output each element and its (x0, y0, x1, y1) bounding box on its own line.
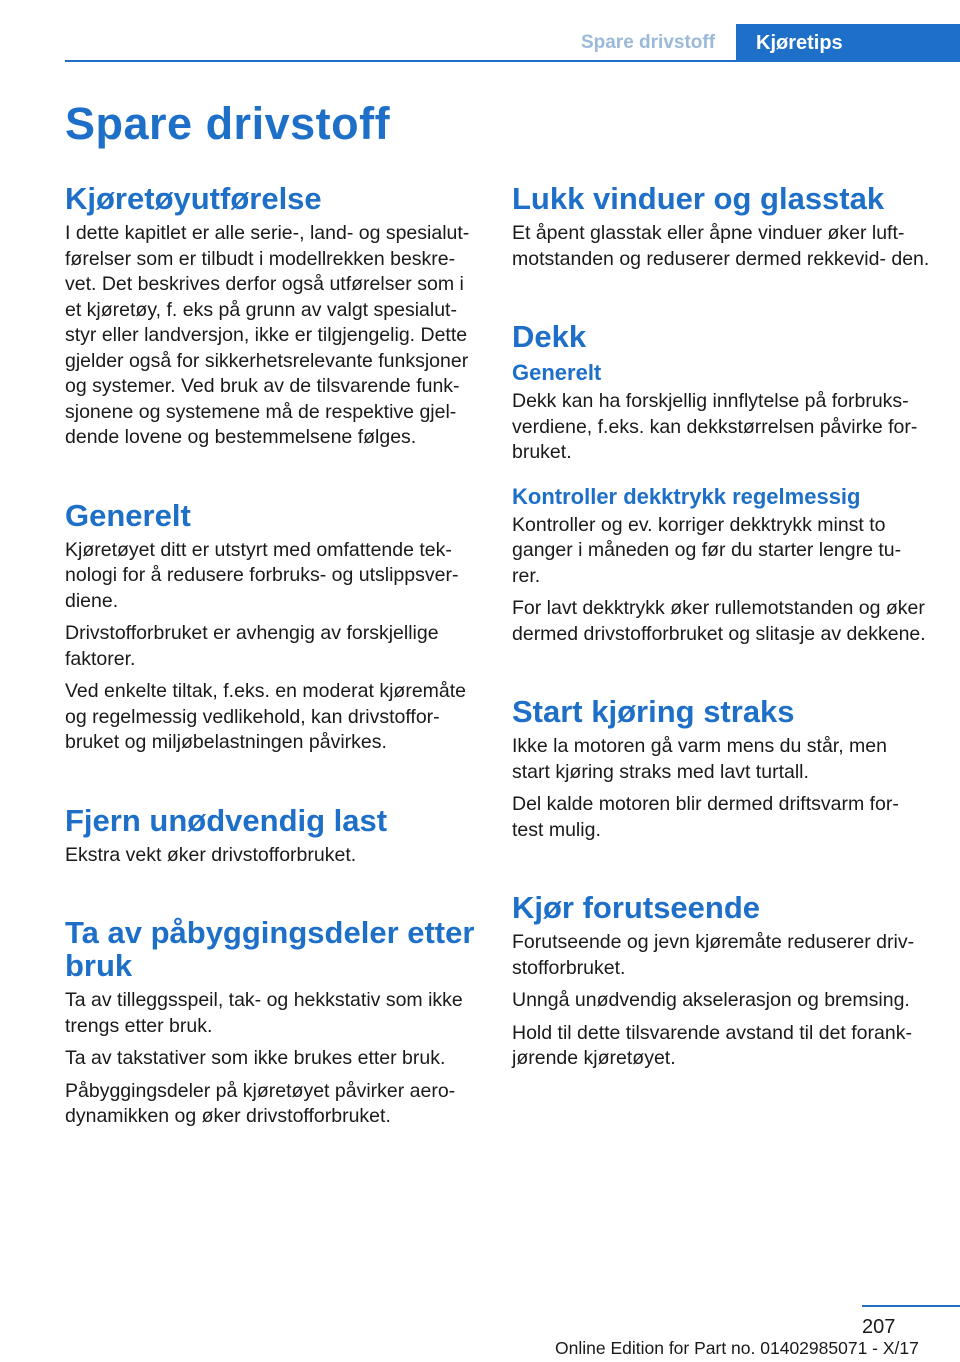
paragraph: I dette kapitlet er alle serie-, land- og spesialut- førelser som er tilbudt i modellrekken beskre- vet. Det beskrives derfor også utførelser som i et kjøretøy, f. eks på grunn av valgt spesialut- styr eller landversjon, ikke er tilgjengelig. Dette gjelder også for sikkerhetsrelevante funksjoner og systemer. Ved bruk av de tilsvarende funk- sjonene og systemene må de respektive gjel- dende lovene og bestemmelsene følges. (65, 222, 470, 448)
heading-kjor-forutseende: Kjør forutseende (512, 890, 761, 925)
paragraph: Dekk kan ha forskjellig innflytelse på forbruks- verdiene, f.eks. kan dekkstørrelsen påvirke for- bruket. (512, 390, 918, 463)
page-header (0, 24, 960, 62)
paragraph: For lavt dekktrykk øker rullemotstanden og øker dermed drivstofforbruket og slitasje av dekkene. (512, 597, 926, 645)
paragraph: Kontroller og ev. korriger dekktrykk minst to ganger i måneden og før du starter lengre tu- rer. (512, 513, 902, 587)
paragraph: Påbyggingsdeler på kjøretøyet påvirker aero- dynamikken og øker drivstofforbruket. (65, 1079, 456, 1127)
left-column (65, 182, 483, 1137)
subheading-kontroller-dekktrykk: Kontroller dekktrykk regelmessig (512, 483, 861, 509)
right-column (512, 182, 930, 1079)
paragraph: Ved enkelte tiltak, f.eks. en moderat kjøremåte og regelmessig vedlikehold, kan drivstoffor- bruket og miljøbelastningen påvirkes. (65, 680, 467, 753)
paragraph: Ekstra vekt øker drivstofforbruket. (65, 843, 357, 866)
header-chapter-title: Spare drivstoff (580, 32, 716, 53)
page-number: 207 (862, 1316, 896, 1338)
heading-ta-av-pabyggingsdeler: Ta av påbyggingsdeler etter bruk (65, 915, 475, 983)
paragraph: Ikke la motoren gå varm mens du står, men start kjøring straks med lavt turtall. (512, 735, 887, 783)
heading-generelt: Generelt (65, 497, 191, 533)
page-title: Spare drivstoff (65, 98, 391, 149)
heading-dekk: Dekk (512, 319, 587, 354)
paragraph: Ta av takstativer som ikke brukes etter bruk. (65, 1047, 446, 1069)
subheading-generelt: Generelt (512, 360, 602, 385)
paragraph: Et åpent glasstak eller åpne vinduer øker luft- motstanden og reduserer dermed rekkevid- den. (512, 222, 930, 270)
paragraph: Forutseende og jevn kjøremåte reduserer driv- stofforbruket. (512, 931, 915, 979)
paragraph: Hold til dette tilsvarende avstand til det forank- jørende kjøretøyet. (512, 1021, 912, 1069)
header-section-tab: Kjøretips (736, 24, 960, 62)
paragraph: Unngå unødvendig akselerasjon og bremsing. (512, 989, 910, 1011)
heading-fjern-unodvendig-last: Fjern unødvendig last (65, 802, 388, 838)
footer-rule (862, 1305, 960, 1307)
heading-lukk-vinduer: Lukk vinduer og glasstak (512, 181, 885, 216)
edition-footer: Online Edition for Part no. 01402985071 - X/17 (555, 1338, 919, 1358)
paragraph: Ta av tilleggsspeil, tak- og hekkstativ som ikke trengs etter bruk. (65, 989, 463, 1037)
heading-kjoretoyutforelse: Kjøretøyutførelse (65, 181, 322, 216)
paragraph: Del kalde motoren blir dermed driftsvarm for- test mulig. (512, 793, 899, 841)
header-rule (65, 60, 960, 62)
heading-start-kjoring-straks: Start kjøring straks (512, 694, 795, 729)
paragraph: Kjøretøyet ditt er utstyrt med omfattende tek- nologi for å redusere forbruks- og utslippsver- diene. (65, 538, 459, 612)
paragraph: Drivstofforbruket er avhengig av forskjellige faktorer. (65, 622, 439, 670)
